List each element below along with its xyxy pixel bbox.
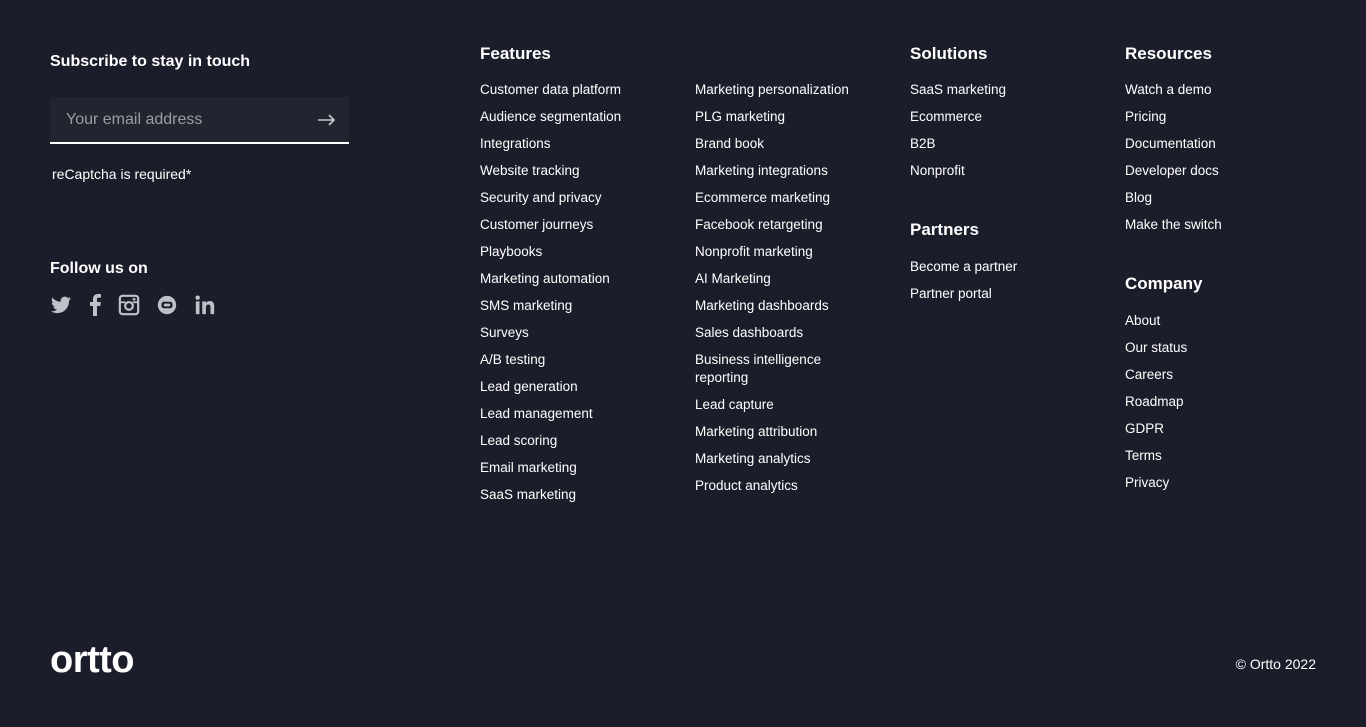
footer-link[interactable]: SMS marketing	[480, 298, 573, 313]
footer-link[interactable]: A/B testing	[480, 352, 546, 367]
solutions-column	[910, 44, 1006, 189]
instagram-icon[interactable]	[118, 294, 140, 316]
company-title: Company	[1125, 274, 1203, 293]
social-links	[50, 294, 232, 316]
footer-link[interactable]: Marketing automation	[480, 271, 610, 286]
captcha-note: reCaptcha is required*	[52, 166, 192, 182]
footer-link[interactable]: SaaS marketing	[910, 82, 1007, 97]
features-list-2	[695, 81, 870, 495]
features-title: Features	[480, 44, 551, 63]
footer-link[interactable]: Surveys	[480, 325, 529, 340]
footer-link[interactable]: Lead capture	[695, 397, 774, 412]
footer-link[interactable]: Ecommerce marketing	[695, 190, 831, 205]
footer-link[interactable]: Lead scoring	[480, 433, 558, 448]
resources-list	[1125, 81, 1222, 234]
footer-link[interactable]: Roadmap	[1125, 394, 1184, 409]
footer-link[interactable]: B2B	[910, 136, 936, 151]
linkedin-icon[interactable]	[194, 294, 216, 316]
footer-link[interactable]: Marketing personalization	[695, 82, 849, 97]
footer-link[interactable]: GDPR	[1125, 421, 1165, 436]
partners-title: Partners	[910, 220, 979, 239]
footer-link[interactable]: Blog	[1125, 190, 1153, 205]
footer-link[interactable]: PLG marketing	[695, 109, 786, 124]
footer-link[interactable]: Privacy	[1125, 475, 1170, 490]
solutions-title: Solutions	[910, 44, 988, 63]
copyright: © Ortto 2022	[1235, 656, 1316, 672]
footer-link[interactable]: SaaS marketing	[480, 487, 577, 502]
twitter-icon[interactable]	[50, 294, 72, 316]
footer-link[interactable]: Customer data platform	[480, 82, 622, 97]
subscribe-heading: Subscribe to stay in touch	[50, 53, 251, 70]
footer-link[interactable]: Ecommerce	[910, 109, 983, 124]
youtube-icon[interactable]	[156, 294, 178, 316]
footer-link[interactable]: Customer journeys	[480, 217, 594, 232]
ortto-logo[interactable]: ortto	[50, 639, 135, 681]
resources-title: Resources	[1125, 44, 1212, 63]
resources-column	[1125, 44, 1222, 243]
company-list	[1125, 312, 1187, 501]
footer-link[interactable]: Our status	[1125, 340, 1188, 355]
features-column	[480, 44, 621, 513]
footer-link[interactable]: Lead management	[480, 406, 593, 421]
footer-link[interactable]: Business intelligence reporting	[695, 352, 822, 385]
footer-link[interactable]: Make the switch	[1125, 217, 1222, 232]
subscribe-section	[50, 52, 350, 72]
footer-link[interactable]: Marketing integrations	[695, 163, 828, 178]
footer-link[interactable]: About	[1125, 313, 1161, 328]
footer-link[interactable]: Integrations	[480, 136, 551, 151]
footer-link[interactable]: Email marketing	[480, 460, 577, 475]
footer-link[interactable]: Nonprofit marketing	[695, 244, 813, 259]
footer-link[interactable]: Brand book	[695, 136, 765, 151]
facebook-icon[interactable]	[88, 294, 102, 316]
footer-link[interactable]: Marketing attribution	[695, 424, 818, 439]
footer-link[interactable]: Pricing	[1125, 109, 1167, 124]
partners-list	[910, 258, 1017, 312]
email-form	[50, 97, 349, 144]
footer-link[interactable]: Developer docs	[1125, 163, 1219, 178]
footer-link[interactable]: AI Marketing	[695, 271, 771, 286]
footer-link[interactable]: Terms	[1125, 448, 1162, 463]
arrow-right-icon	[318, 114, 336, 126]
footer-link[interactable]: Marketing analytics	[695, 451, 811, 466]
footer-link[interactable]: Lead generation	[480, 379, 578, 394]
footer-link[interactable]: Become a partner	[910, 259, 1018, 274]
footer-link[interactable]: Sales dashboards	[695, 325, 804, 340]
footer-link[interactable]: Facebook retargeting	[695, 217, 823, 232]
footer-link[interactable]: Marketing dashboards	[695, 298, 829, 313]
email-submit-button[interactable]	[305, 97, 349, 142]
solutions-list	[910, 81, 1006, 180]
footer-link[interactable]: Audience segmentation	[480, 109, 622, 124]
features-column-2	[695, 81, 870, 504]
footer-link[interactable]: Nonprofit	[910, 163, 965, 178]
follow-heading: Follow us on	[50, 260, 148, 277]
footer-link[interactable]: Playbooks	[480, 244, 543, 259]
footer-link[interactable]: Product analytics	[695, 478, 798, 493]
footer-link[interactable]: Watch a demo	[1125, 82, 1212, 97]
email-input[interactable]	[50, 97, 305, 142]
footer-link[interactable]: Partner portal	[910, 286, 992, 301]
footer-link[interactable]: Website tracking	[480, 163, 580, 178]
footer-link[interactable]: Security and privacy	[480, 190, 602, 205]
features-list-1	[480, 81, 621, 504]
footer-link[interactable]: Careers	[1125, 367, 1174, 382]
footer-link[interactable]: Documentation	[1125, 136, 1216, 151]
